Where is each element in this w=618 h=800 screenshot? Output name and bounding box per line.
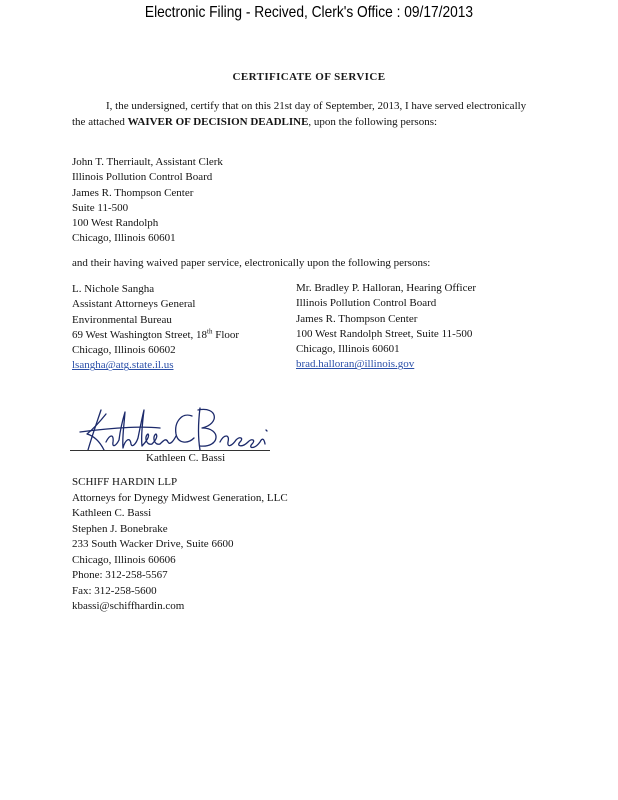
party-title: Assistant Attorneys General [72,298,196,311]
firm-line: Kathleen C. Bassi [72,507,152,519]
filed-document-name: WAIVER OF DECISION DEADLINE [127,116,309,128]
firm-contact-block [72,475,288,615]
clerk-line: Illinois Pollution Control Board [72,171,213,184]
party-city: Chicago, Illinois 60601 [296,343,400,356]
firm-fax: Fax: 312-258-5600 [72,584,157,597]
intro-text: I, the undersigned, certify that on this 21st day of September, 2013, I have served electronically the attached [72,100,527,128]
clerk-line: 100 West Randolph [72,217,159,230]
signature-line [70,450,270,451]
intro-end-text: , upon the following persons: [308,116,438,128]
firm-line: Stephen J. Bonebrake [72,522,168,535]
firm-line: Attorneys for Dynegy Midwest Generation, LLC [72,491,288,504]
clerk-line: John T. Therriault, Assistant Clerk [72,156,223,168]
signer-name: Kathleen C. Bassi [146,452,226,464]
handwritten-signature [70,398,280,458]
clerk-address-block [72,155,223,247]
clerk-line: Suite 11-500 [72,201,129,214]
party-name: Mr. Bradley P. Halloran, Hearing Officer [296,282,477,294]
party-street: 100 West Randolph Street, Suite 11-500 [296,327,473,340]
waived-service-text: and their having waived paper service, electronically upon the following persons: [72,257,431,269]
firm-email: kbassi@schiffhardin.com [72,600,185,612]
party-city: Chicago, Illinois 60602 [72,344,176,357]
party-street: 69 West Washington Street, 18th Floor [72,327,240,341]
clerk-line: Chicago, Illinois 60601 [72,232,176,245]
party-email-link[interactable]: lsangha@atg.state.il.us [72,359,174,372]
party-building: James R. Thompson Center [296,312,418,325]
party-email-link[interactable]: brad.halloran@illinois.gov [296,358,415,371]
clerk-line: James R. Thompson Center [72,186,194,199]
certification-paragraph [72,98,542,130]
firm-line: Chicago, Illinois 60606 [72,553,176,566]
service-party-left [72,282,239,374]
party-name: L. Nichole Sangha [72,283,155,295]
firm-line: 233 South Wacker Drive, Suite 6600 [72,538,234,550]
filing-stamp-header: Electronic Filing - Recived, Clerk's Office : 09/17/2013 [144,4,474,21]
document-title: CERTIFICATE OF SERVICE [232,71,386,83]
party-org: Illinois Pollution Control Board [296,297,437,310]
firm-name: SCHIFF HARDIN LLP [72,476,178,488]
firm-phone: Phone: 312-258-5567 [72,569,168,581]
service-party-right [296,281,476,373]
party-bureau: Environmental Bureau [72,313,172,326]
